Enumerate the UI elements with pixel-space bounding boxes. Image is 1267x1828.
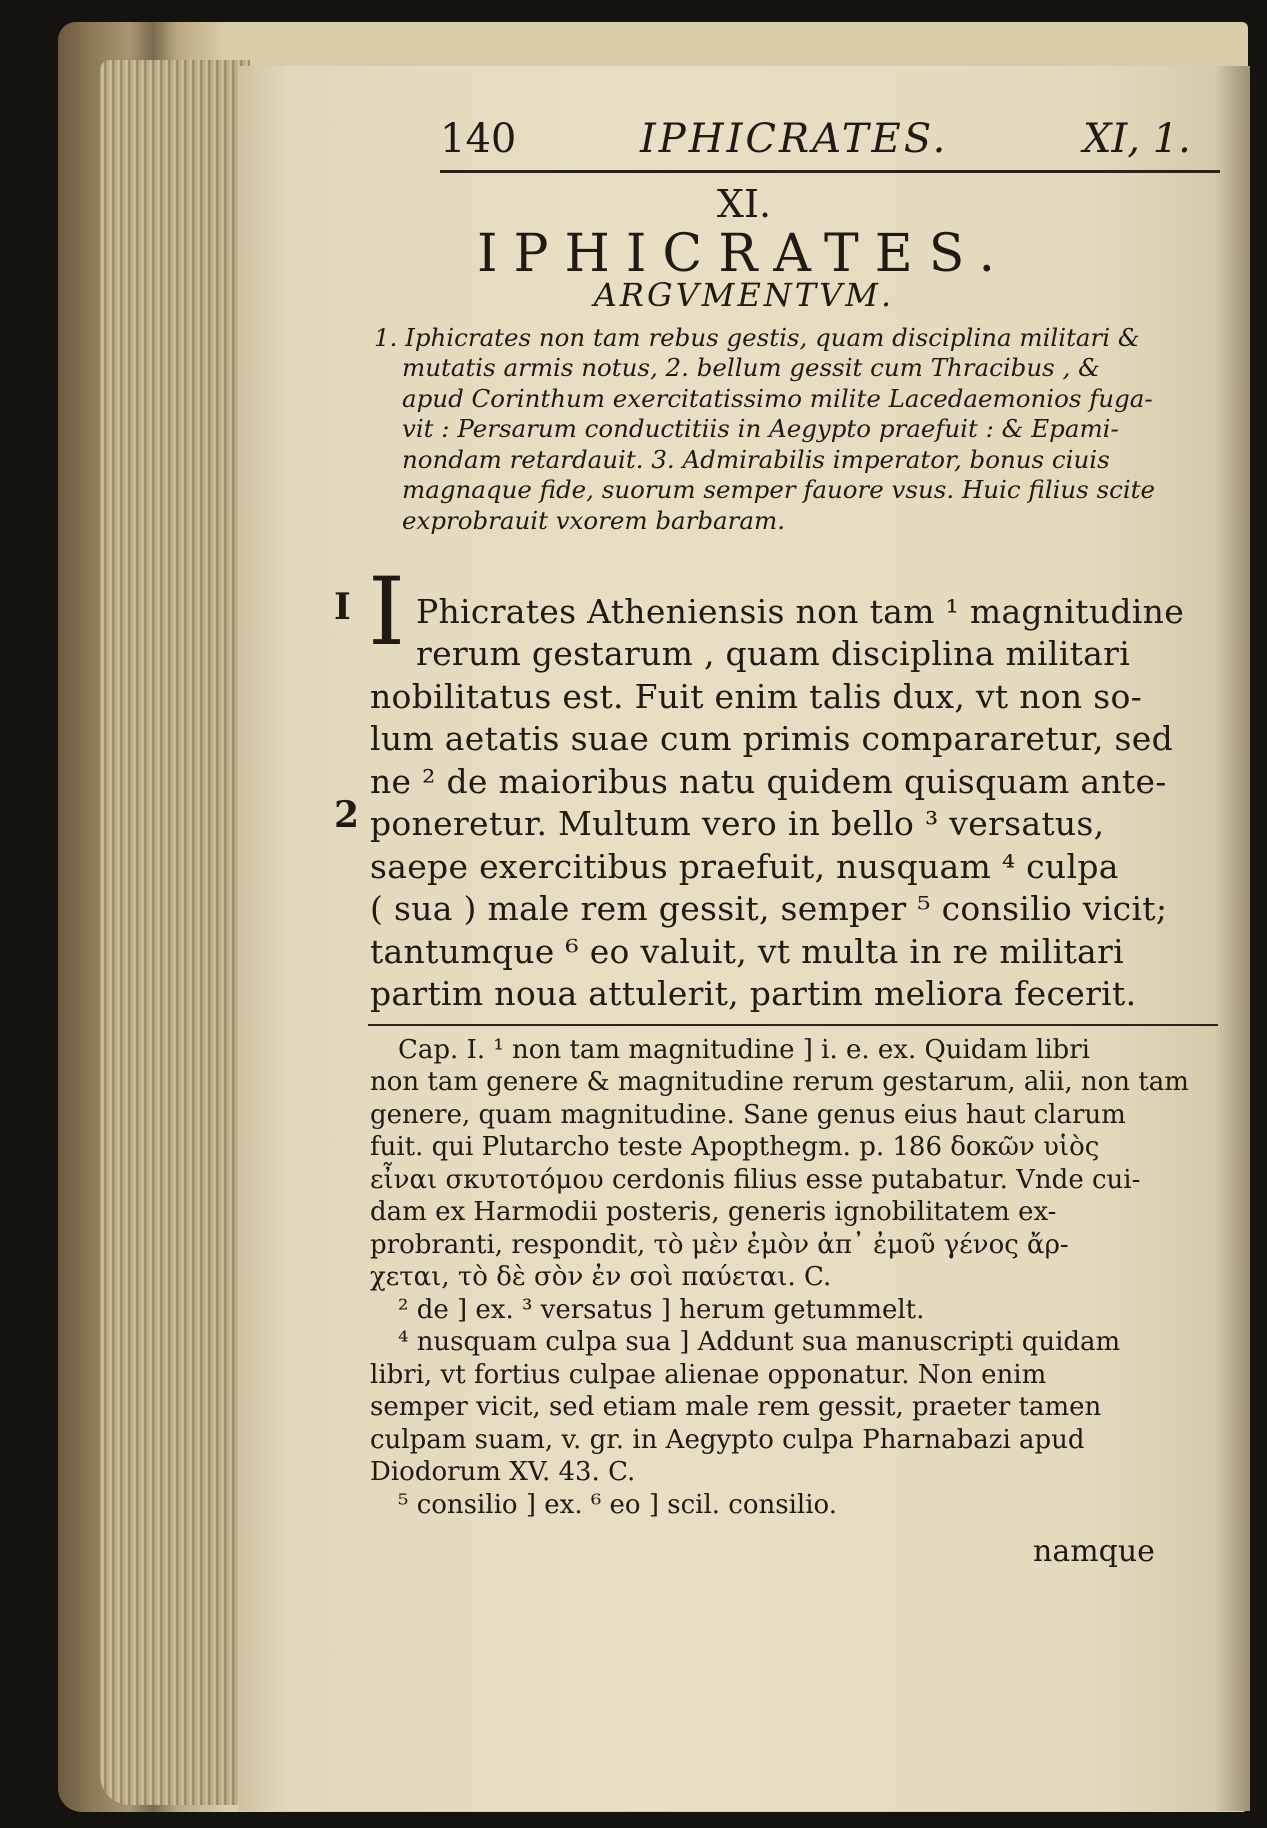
footnote-line: dam ex Harmodii posteris, generis ignobilitatem ex- <box>370 1197 1057 1227</box>
argument-line: apud Corinthum exercitatissimo milite Lacedaemonios fuga- <box>402 384 1153 413</box>
running-title: IPHICRATES. <box>640 116 949 162</box>
page-number: 140 <box>440 116 517 162</box>
text-line: lum aetatis suae cum primis compararetur, sed <box>370 719 1174 758</box>
chapter-number: XI. <box>716 182 772 226</box>
footnote-line: probranti, respondit, τὸ μὲν ἐμὸν ἀπ᾽ ἐμοῦ γένος ἄρ- <box>370 1230 1069 1260</box>
text-line: rerum gestarum , quam disciplina militari <box>416 634 1131 673</box>
footnote-line: εἶναι σκυτοτόμου cerdonis filius esse putabatur. Vnde cui- <box>370 1165 1141 1195</box>
header-rule <box>440 170 1220 173</box>
argument-line: 1. Iphicrates non tam rebus gestis, quam disciplina militari & <box>374 323 1140 352</box>
text-line: tantumque ⁶ eo valuit, vt multa in re militari <box>370 932 1124 971</box>
footnote-line: libri, vt fortius culpae alienae opponatur. Non enim <box>370 1360 1047 1390</box>
argument-line: exprobrauit vxorem barbaram. <box>402 506 785 535</box>
argument-line: vit : Persarum conductitiis in Aegypto praefuit : & Epami- <box>402 414 1119 443</box>
text-line: poneretur. Multum vero in bello ³ versatus, <box>370 804 1105 843</box>
footnote-line: semper vicit, sed etiam male rem gessit, praeter tamen <box>370 1392 1102 1422</box>
footnote-line: Cap. I. ¹ non tam magnitudine ] i. e. ex. Quidam libri <box>398 1035 1090 1065</box>
catchword: namque <box>1033 1534 1155 1569</box>
footnote-line: χεται, τὸ δὲ σὸν ἐν σοὶ παύεται. C. <box>370 1262 832 1292</box>
footnote-line: ⁴ nusquam culpa sua ] Addunt sua manuscripti quidam <box>398 1327 1121 1357</box>
text-line: nobilitatus est. Fuit enim talis dux, vt non so- <box>370 677 1143 716</box>
footnote-line: genere, quam magnitudine. Sane genus eius haut clarum <box>370 1100 1126 1130</box>
text-line: partim noua attulerit, partim meliora fecerit. <box>370 974 1137 1013</box>
page-edges <box>100 60 250 1805</box>
footnote-line: fuit. qui Plutarcho teste Apopthegm. p. 186 δοκῶν υἱὸς <box>370 1132 1100 1162</box>
footnote-line: ⁵ consilio ] ex. ⁶ eo ] scil. consilio. <box>398 1490 838 1520</box>
footnote-line: Diodorum XV. 43. C. <box>370 1457 636 1487</box>
text-line: saepe exercitibus praefuit, nusquam ⁴ culpa <box>370 847 1119 886</box>
argument-line: nondam retardauit. 3. Admirabilis imperator, bonus ciuis <box>402 445 1110 474</box>
page-gutter-shadow <box>1214 66 1250 1811</box>
argument-line: mutatis armis notus, 2. bellum gessit cum Thracibus , & <box>402 353 1100 382</box>
text-line: ne ² de maioribus natu quidem quisquam ante- <box>370 762 1167 801</box>
footnote-line: non tam genere & magnitudine rerum gestarum, alii, non tam <box>370 1067 1189 1097</box>
section-marker: XI, 1. <box>1083 116 1191 162</box>
footnote-line: ² de ] ex. ³ versatus ] herum getummelt. <box>398 1295 925 1325</box>
text-line: ( sua ) male rem gessit, semper ⁵ consilio vicit; <box>370 889 1168 928</box>
argument-line: magnaque fide, suorum semper fauore vsus. Huic filius scite <box>402 475 1156 504</box>
margin-section-marker: 2 <box>334 794 360 836</box>
footnote-rule <box>368 1024 1218 1026</box>
drop-cap: I <box>368 558 406 667</box>
book-page <box>238 66 1250 1811</box>
argument-heading: ARGVMENTVM. <box>593 276 895 314</box>
margin-section-marker: I <box>334 586 351 628</box>
footnote-line: culpam suam, v. gr. in Aegypto culpa Pharnabazi apud <box>370 1425 1085 1455</box>
chapter-title: IPHICRATES. <box>476 224 1011 284</box>
text-line: Phicrates Atheniensis non tam ¹ magnitudine <box>416 592 1185 631</box>
